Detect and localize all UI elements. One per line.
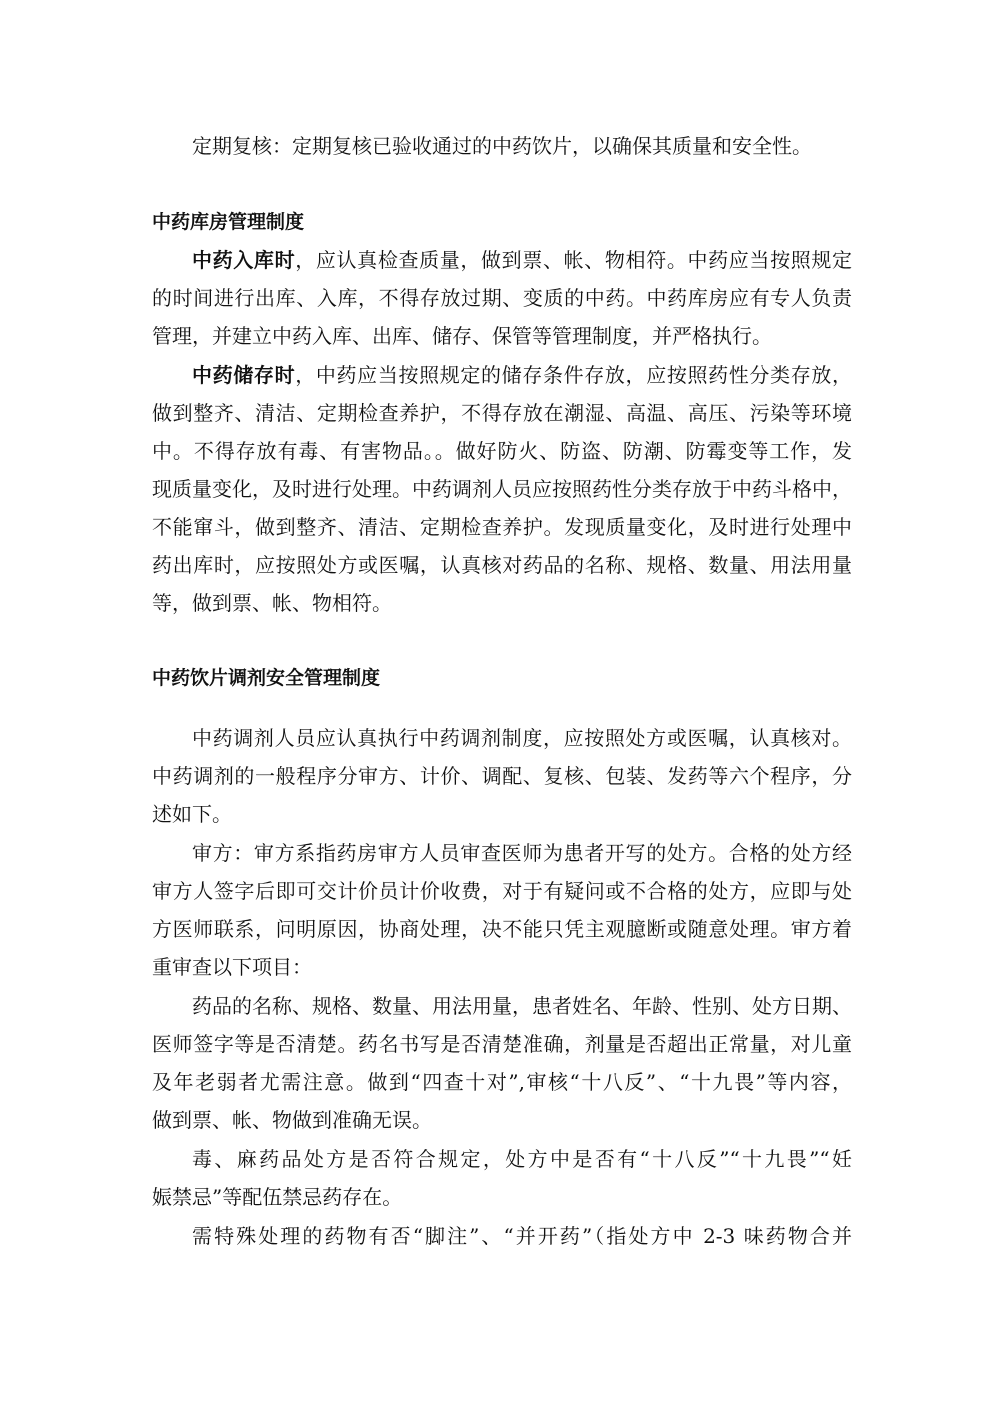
- paragraph-dispensing-line: 中药调剂人员应认真执行中药调剂制度，应按照处方或医嘱，认真核对。: [192, 726, 852, 750]
- paragraph-toxic-line: 娠禁忌”等配伍禁忌药存在。: [152, 1185, 403, 1209]
- paragraph-review-line: 方医师联系，问明原因，协商处理，决不能只凭主观臆断或随意处理。审方着: [152, 917, 852, 941]
- paragraph-storage-line: 不能窜斗，做到整齐、清洁、定期检查养护。发现质量变化，及时进行处理中: [152, 515, 852, 539]
- section-heading-warehouse: 中药库房管理制度: [152, 211, 305, 233]
- paragraph-storage-line: 现质量变化，及时进行处理。中药调剂人员应按照药性分类存放于中药斗格中，: [152, 477, 852, 501]
- paragraph-special-line: 需特殊处理的药物有否“脚注”、“并开药”（指处方中 2-3 味药物合并: [192, 1224, 852, 1248]
- paragraph-storage-line: 等，做到票、帐、物相符。: [152, 591, 392, 615]
- paragraph-review-line: 审方：审方系指药房审方人员审查医师为患者开写的处方。合格的处方经: [192, 841, 852, 865]
- paragraph-storage-line: 中。不得存放有毒、有害物品。。做好防火、防盗、防潮、防霉变等工作，发: [152, 439, 852, 463]
- paragraph-toxic-line: 毒、麻药品处方是否符合规定，处方中是否有“十八反”“十九畏”“妊: [192, 1147, 852, 1171]
- paragraph-check-items-line: 医师签字等是否清楚。药名书写是否清楚准确，剂量是否超出正常量，对儿童: [152, 1032, 852, 1056]
- paragraph-inbound-line: 的时间进行出库、入库，不得存放过期、变质的中药。中药库房应有专人负责: [152, 286, 852, 310]
- paragraph-inbound-line: 管理，并建立中药入库、出库、储存、保管等管理制度，并严格执行。: [152, 324, 772, 348]
- paragraph-storage-line: 药出库时，应按照处方或医嘱，认真核对药品的名称、规格、数量、用法用量: [152, 553, 852, 577]
- paragraph-review-line: 审方人签字后即可交计价员计价收费，对于有疑问或不合格的处方，应即与处: [152, 879, 852, 903]
- paragraph-review-line: 重审查以下项目：: [152, 955, 312, 979]
- lead-inbound: 中药入库时: [192, 248, 296, 272]
- text-segment: ，中药应当按照规定的储存条件存放，应按照药性分类存放，: [295, 363, 853, 387]
- paragraph-regular-review: 定期复核：定期复核已验收通过的中药饮片，以确保其质量和安全性。: [192, 134, 812, 158]
- lead-storage: 中药储存时: [192, 363, 296, 387]
- paragraph-storage-line: 做到整齐、清洁、定期检查养护，不得存放在潮湿、高温、高压、污染等环境: [152, 401, 852, 425]
- paragraph-dispensing-line: 述如下。: [152, 802, 232, 826]
- section-heading-dispensing: 中药饮片调剂安全管理制度: [152, 667, 381, 689]
- text-segment: ，应认真检查质量，做到票、帐、物相符。中药应当按照规定: [295, 248, 853, 272]
- paragraph-dispensing-line: 中药调剂的一般程序分审方、计价、调配、复核、包装、发药等六个程序，分: [152, 764, 852, 788]
- paragraph-check-items-line: 药品的名称、规格、数量、用法用量，患者姓名、年龄、性别、处方日期、: [192, 994, 852, 1018]
- paragraph-inbound-line: [192, 246, 852, 274]
- paragraph-check-items-line: 及年老弱者尤需注意。做到“四查十对”,审核“十八反”、“十九畏”等内容，: [152, 1070, 852, 1094]
- paragraph-check-items-line: 做到票、帐、物做到准确无误。: [152, 1108, 432, 1132]
- paragraph-storage-line: [192, 361, 852, 389]
